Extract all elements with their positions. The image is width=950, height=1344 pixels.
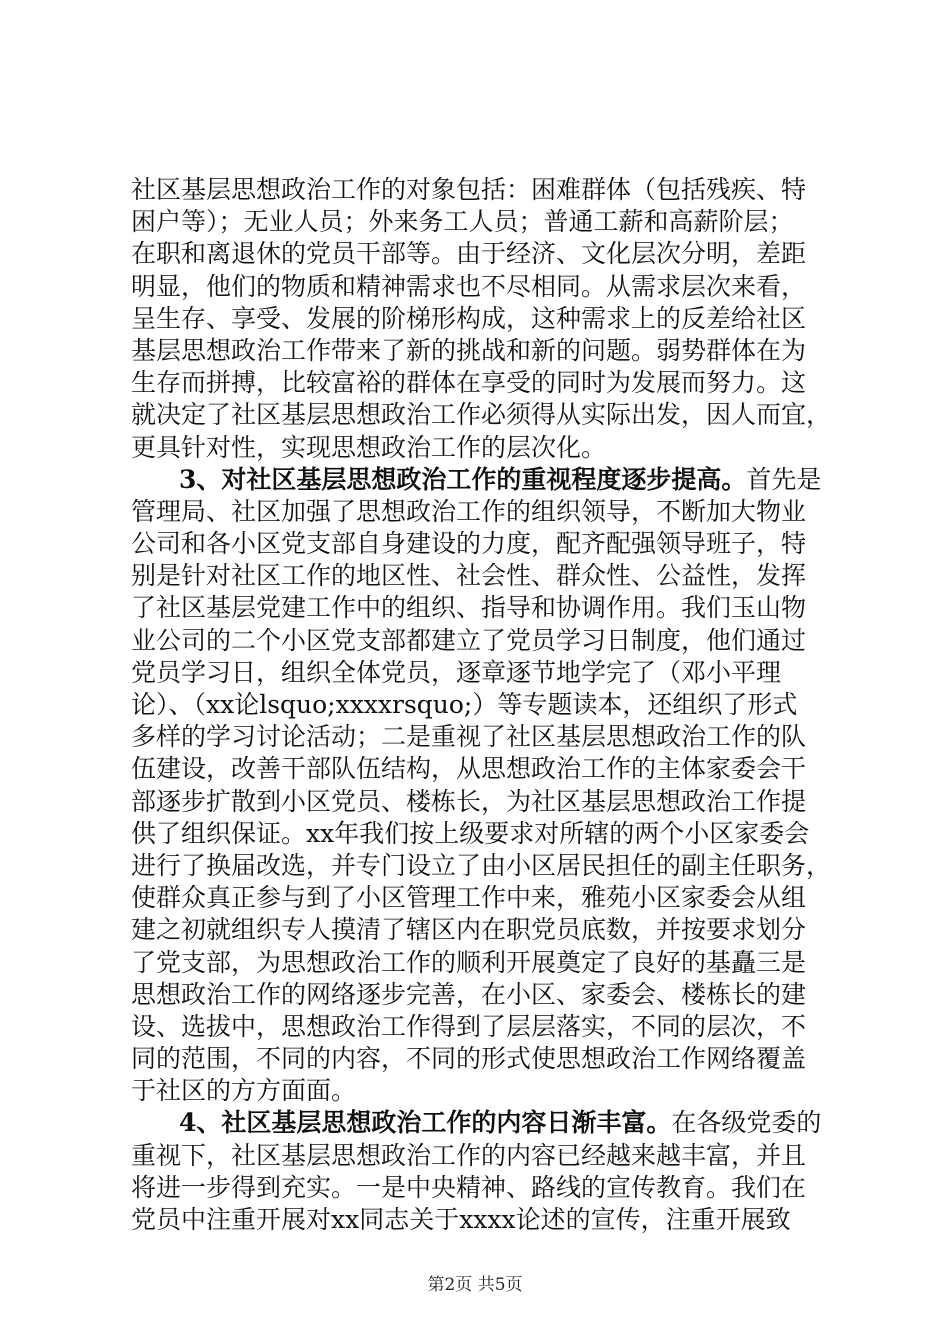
text-line: 使群众真正参与到了小区管理工作中来，雅苑小区家委会从组 — [131, 883, 807, 913]
text-line: 论）、（xx论lsquo;xxxxrsquo;）等专题读本，还组织了形式 — [131, 690, 798, 719]
text-line: 党员中注重开展对xx同志关于xxxx论述的宣传，注重开展致 — [131, 1205, 791, 1234]
text-line: 社区基层思想政治工作的对象包括：困难群体（包括残疾、特 — [131, 175, 807, 204]
page-footer — [0, 1270, 950, 1295]
text-line: 于社区的方方面面。 — [131, 1076, 357, 1106]
text-line: 思想政治工作的网络逐步完善，在小区、家委会、楼栋长的建 — [131, 979, 807, 1009]
text-line: 了党支部，为思想政治工作的顺利开展奠定了良好的基矗三是 — [131, 947, 807, 977]
text-line: 管理局、社区加强了思想政治工作的组织领导，不断加大物业 — [131, 496, 807, 526]
paragraph-first-line — [131, 1107, 831, 1139]
text-line: 了社区基层党建工作中的组织、指导和协调作用。我们玉山物 — [131, 593, 807, 623]
page-number-indicator: 第2页 共5页 — [427, 1275, 523, 1295]
text-line: 重视下，社区基层思想政治工作的内容已经越来越丰富，并且 — [131, 1140, 807, 1170]
text-line: 在职和离退休的党员干部等。由于经济、文化层次分明，差距 — [131, 239, 807, 269]
text-line: 部逐步扩散到小区党员、楼栋长，为社区基层思想政治工作提 — [131, 786, 807, 816]
text-line: 别是针对社区工作的地区性、社会性、群众性、公益性，发挥 — [131, 561, 807, 591]
text-line: 困户等）；无业人员；外来务工人员；普通工薪和高薪阶层； — [131, 207, 794, 237]
text-fragment: 在各级党委的 — [671, 1108, 822, 1138]
text-line: 更具针对性，实现思想政治工作的层次化。 — [131, 432, 607, 462]
text-line: 党员学习日，组织全体党员，逐章逐节地学完了（邓小平理 — [131, 657, 782, 687]
text-line: 伍建设，改善干部队伍结构，从思想政治工作的主体家委会干 — [131, 754, 807, 784]
text-line: 建之初就组织专人摸清了辖区内在职党员底数，并按要求划分 — [131, 915, 807, 945]
section-heading-3: 3、对社区基层思想政治工作的重视程度逐步提高。 — [179, 464, 747, 494]
text-line: 公司和各小区党支部自身建设的力度，配齐配强领导班子，特 — [131, 529, 807, 559]
text-line: 就决定了社区基层思想政治工作必须得从实际出发，因人而宜， — [131, 400, 832, 430]
text-line: 进行了换届改选，并专门设立了由小区居民担任的副主任职务， — [131, 850, 832, 880]
text-line: 多样的学习讨论活动；二是重视了社区基层思想政治工作的队 — [131, 722, 807, 752]
text-fragment: 首先是 — [746, 464, 822, 494]
text-line: 明显，他们的物质和精神需求也不尽相同。从需求层次来看， — [131, 271, 807, 301]
text-line: 呈生存、享受、发展的阶梯形构成，这种需求上的反差给社区 — [131, 303, 807, 333]
text-line: 业公司的二个小区党支部都建立了党员学习日制度，他们通过 — [131, 625, 807, 655]
text-line: 供了组织保证。xx年我们按上级要求对所辖的两个小区家委会 — [131, 818, 810, 848]
text-line: 设、选拔中，思想政治工作得到了层层落实，不同的层次，不 — [131, 1011, 807, 1041]
text-line: 同的范围，不同的内容，不同的形式使思想政治工作网络覆盖 — [131, 1044, 807, 1074]
text-line: 基层思想政治工作带来了新的挑战和新的问题。弱势群体在为 — [131, 335, 807, 365]
paragraph-first-line — [131, 464, 831, 496]
document-body — [131, 174, 831, 1236]
section-heading-4: 4、社区基层思想政治工作的内容日渐丰富。 — [179, 1108, 672, 1138]
text-line: 生存而拼搏，比较富裕的群体在享受的同时为发展而努力。这 — [131, 368, 807, 398]
text-line: 将进一步得到充实。一是中央精神、路线的宣传教育。我们在 — [131, 1172, 807, 1202]
